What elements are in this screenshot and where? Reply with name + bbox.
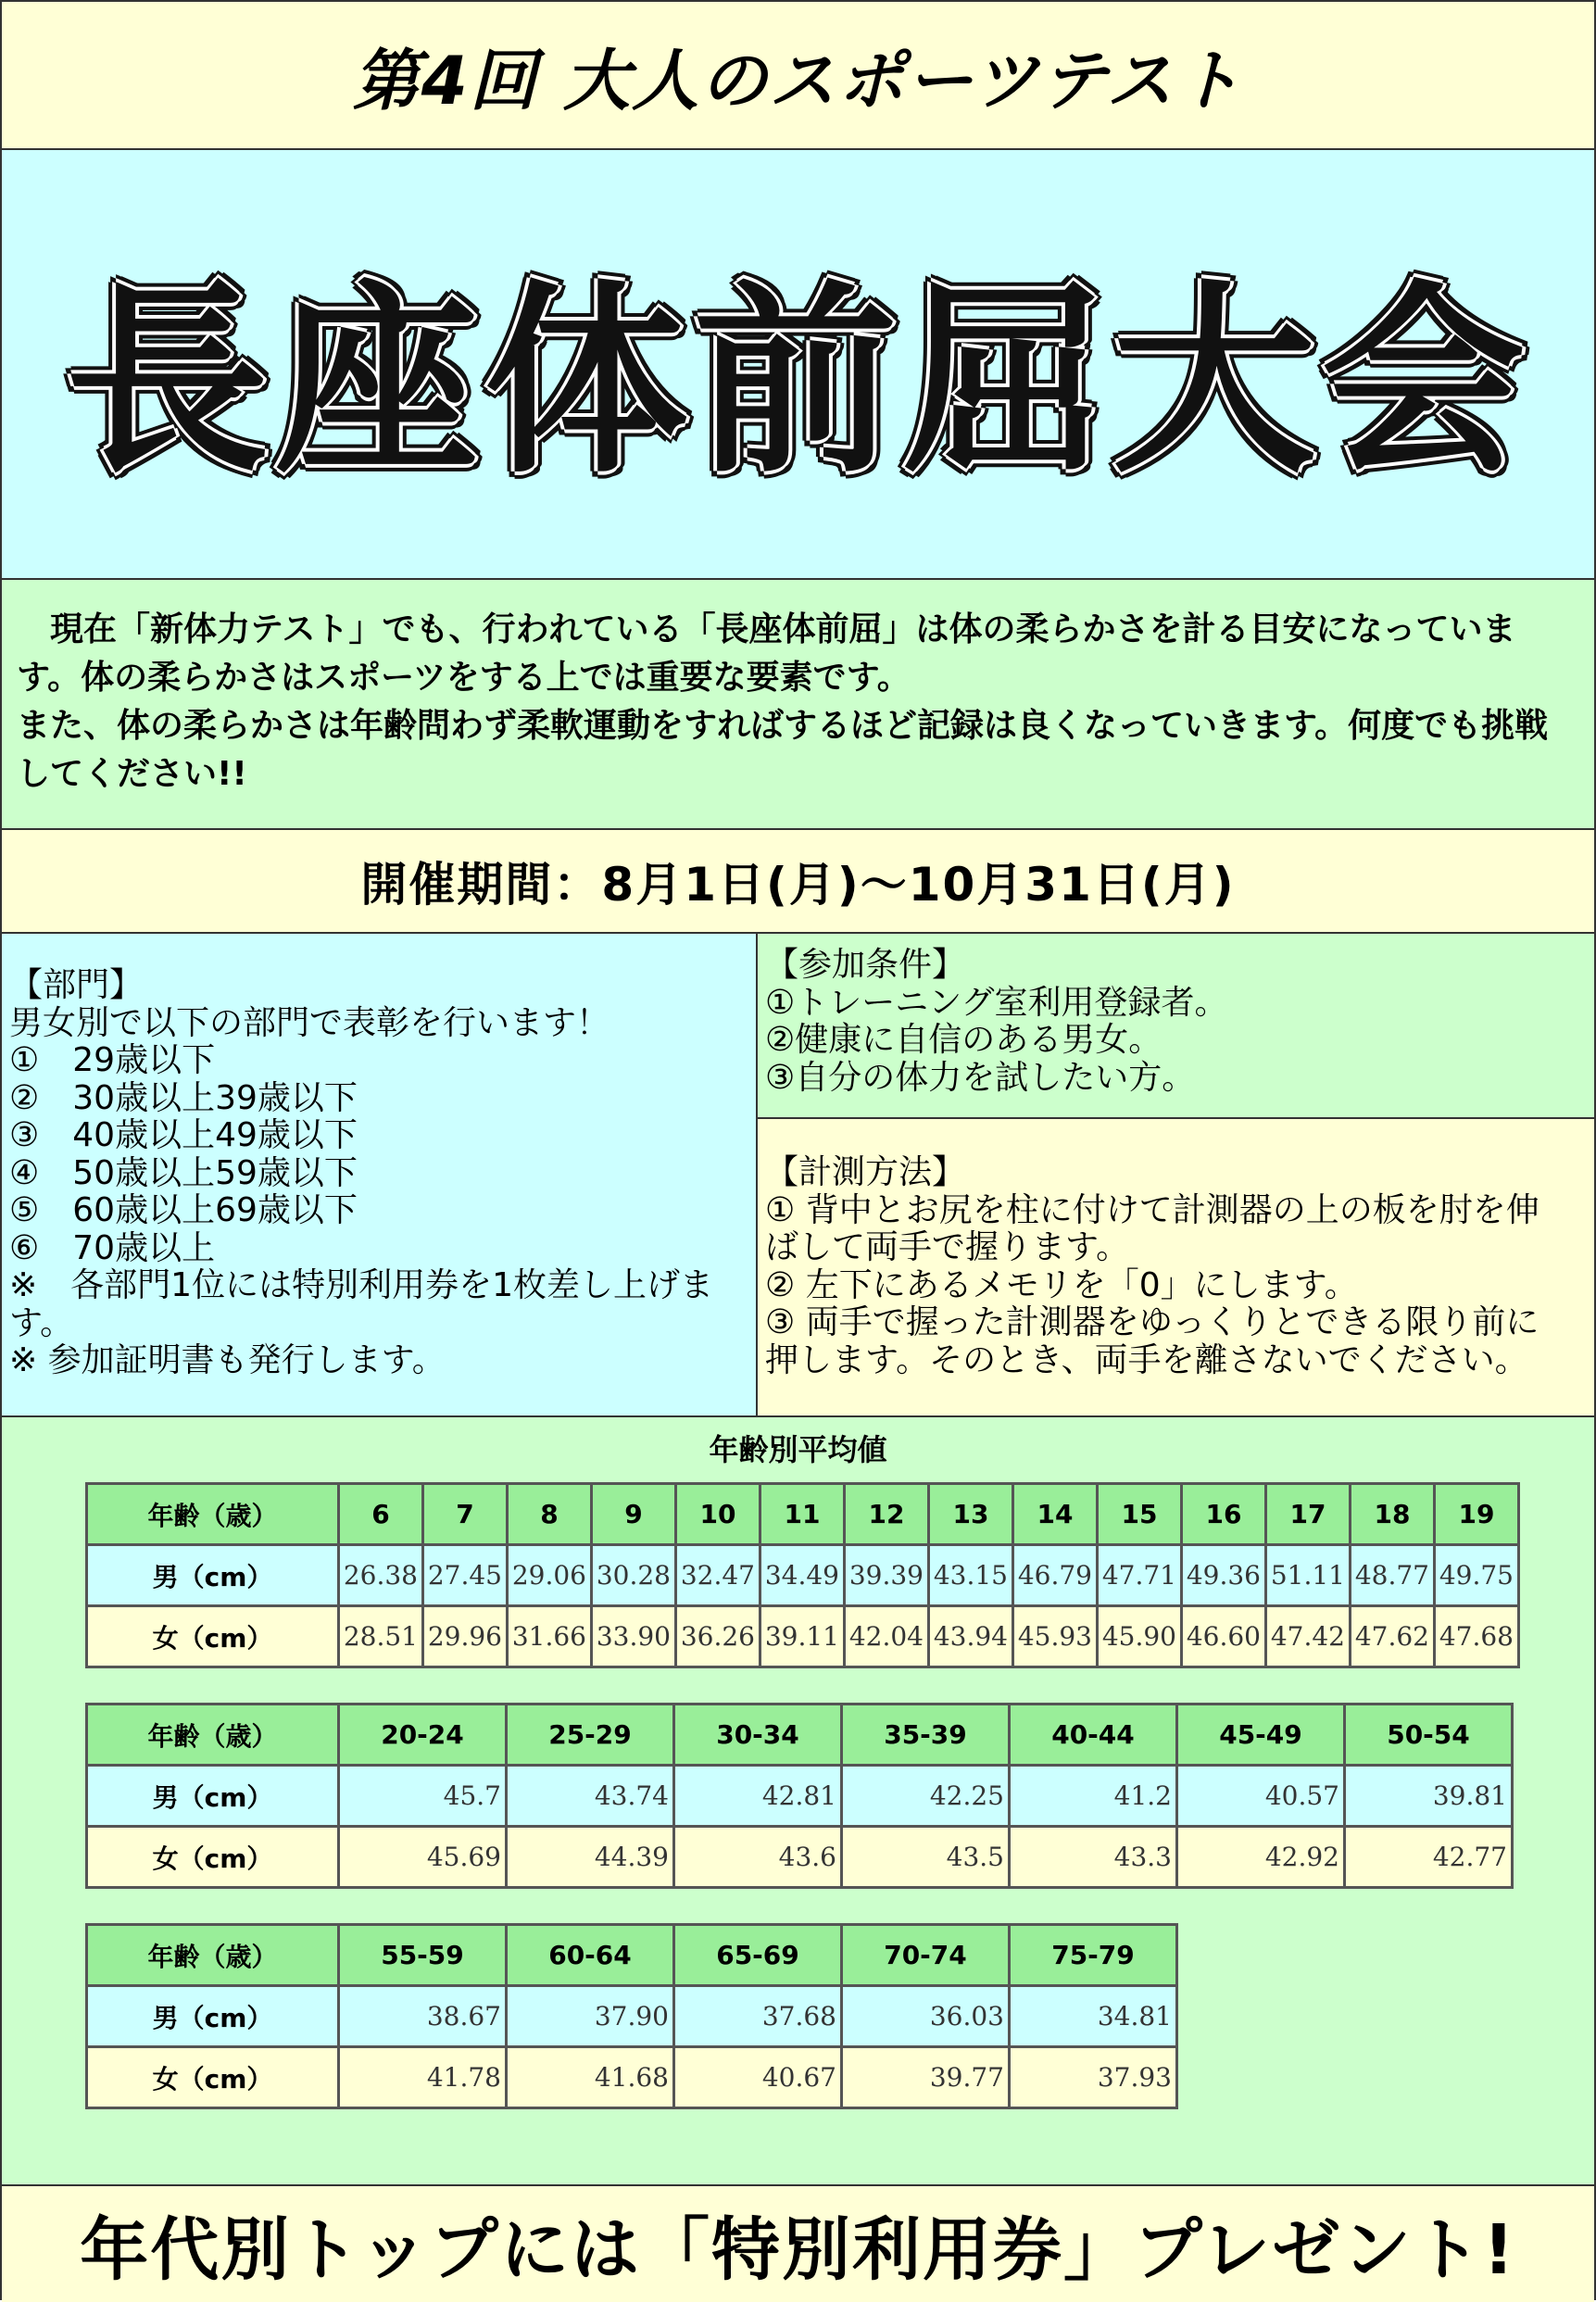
female-value-cell: 29.96 [423, 1606, 508, 1667]
table-row-age [87, 1704, 1513, 1766]
averages-section [2, 1417, 1594, 2186]
age-header-cell: 10 [676, 1484, 760, 1545]
averages-title: 年齢別平均値 [709, 1432, 887, 1467]
table-row-female [87, 2047, 1177, 2108]
age-header-cell: 45-49 [1177, 1704, 1345, 1766]
age-header-cell: 19 [1435, 1484, 1519, 1545]
male-value-cell: 49.75 [1435, 1545, 1519, 1606]
event-period: 開催期間：8月1日(月)〜10月31日(月) [360, 858, 1236, 912]
division-item: ⑤ 60歳以上69歳以下 [9, 1191, 358, 1229]
age-header-cell: 8 [508, 1484, 592, 1545]
male-value-cell: 43.15 [929, 1545, 1013, 1606]
age-header-cell: 7 [423, 1484, 508, 1545]
male-value-cell: 39.81 [1345, 1766, 1513, 1827]
female-row-label: 女（cm） [87, 1827, 339, 1888]
intro-paragraph-2: また、体の柔らかさは年齢問わず柔軟運動をすればするほど記録は良くなっていきます。何度でも挑戦してください!! [17, 707, 1549, 793]
info-section [2, 934, 1594, 1417]
male-row-label: 男（cm） [87, 1986, 339, 2047]
prize-note: ※ 各部門1位には特別利用券を1枚差し上げま [9, 1266, 713, 1304]
female-value-cell: 42.92 [1177, 1827, 1345, 1888]
male-value-cell: 34.81 [1010, 1986, 1177, 2047]
male-value-cell: 49.36 [1182, 1545, 1266, 1606]
age-row-label: 年齢（歳） [87, 1704, 339, 1766]
age-row-label: 年齢（歳） [87, 1484, 339, 1545]
condition-item: ③自分の体力を試したい方。 [765, 1058, 1196, 1097]
age-header-cell: 40-44 [1010, 1704, 1177, 1766]
female-value-cell: 39.77 [842, 2047, 1010, 2108]
divisions-heading: 【部門】 [9, 966, 144, 1004]
age-header-cell: 17 [1266, 1484, 1351, 1545]
male-value-cell: 48.77 [1351, 1545, 1435, 1606]
male-value-cell: 26.38 [339, 1545, 423, 1606]
male-row-label: 男（cm） [87, 1545, 339, 1606]
female-value-cell: 33.90 [592, 1606, 676, 1667]
header-banner [2, 2, 1594, 150]
division-item: ④ 50歳以上59歳以下 [9, 1153, 358, 1192]
intro-section [2, 580, 1594, 830]
table-row-age [87, 1484, 1519, 1545]
female-value-cell: 39.11 [760, 1606, 845, 1667]
female-value-cell: 40.67 [674, 2047, 842, 2108]
female-row-label: 女（cm） [87, 1606, 339, 1667]
male-value-cell: 27.45 [423, 1545, 508, 1606]
female-value-cell: 41.78 [339, 2047, 507, 2108]
average-table-youth [85, 1482, 1520, 1668]
certificate-note: ※ 参加証明書も発行します。 [9, 1341, 446, 1379]
female-value-cell: 37.93 [1010, 2047, 1177, 2108]
female-value-cell: 41.68 [507, 2047, 674, 2108]
average-table-senior [85, 1923, 1178, 2109]
female-value-cell: 47.62 [1351, 1606, 1435, 1667]
divisions-intro: 男女別で以下の部門で表彰を行います！ [9, 1003, 610, 1042]
table-row-female [87, 1827, 1513, 1888]
table-row-female [87, 1606, 1519, 1667]
female-value-cell: 28.51 [339, 1606, 423, 1667]
male-value-cell: 29.06 [508, 1545, 592, 1606]
male-value-cell: 34.49 [760, 1545, 845, 1606]
method-line: ばして両手で握ります。 [765, 1228, 1130, 1266]
method-line: ③ 両手で握った計測器をゆっくりとできる限り前に [765, 1303, 1539, 1341]
age-header-cell: 70-74 [842, 1925, 1010, 1986]
intro-paragraph-1: 現在「新体力テスト」でも、行われている「長座体前屈」は体の柔らかさを計る目安になっています。体の柔らかさはスポーツをする上では重要な要素です。 [17, 610, 1516, 697]
footer-banner [2, 2186, 1594, 2302]
division-item: ① 29歳以下 [9, 1041, 216, 1079]
table-row-male [87, 1986, 1177, 2047]
division-item: ③ 40歳以上49歳以下 [9, 1116, 358, 1154]
method-heading: 【計測方法】 [765, 1153, 966, 1191]
method-line: ② 左下にあるメモリを「0」にします。 [765, 1265, 1358, 1304]
age-header-cell: 20-24 [339, 1704, 507, 1766]
age-header-cell: 6 [339, 1484, 423, 1545]
age-header-cell: 12 [845, 1484, 929, 1545]
age-header-cell: 16 [1182, 1484, 1266, 1545]
age-header-cell: 13 [929, 1484, 1013, 1545]
female-value-cell: 36.26 [676, 1606, 760, 1667]
division-item: ⑥ 70歳以上 [9, 1228, 216, 1267]
male-value-cell: 43.74 [507, 1766, 674, 1827]
male-value-cell: 51.11 [1266, 1545, 1351, 1606]
male-value-cell: 45.7 [339, 1766, 507, 1827]
male-value-cell: 30.28 [592, 1545, 676, 1606]
age-header-cell: 75-79 [1010, 1925, 1177, 1986]
age-header-cell: 15 [1098, 1484, 1182, 1545]
prize-announcement: 年代別トップには「特別利用券」プレゼント! [80, 2209, 1516, 2290]
age-header-cell: 55-59 [339, 1925, 507, 1986]
male-value-cell: 37.90 [507, 1986, 674, 2047]
right-column [758, 934, 1594, 1415]
female-value-cell: 42.77 [1345, 1827, 1513, 1888]
male-value-cell: 38.67 [339, 1986, 507, 2047]
divisions-panel [2, 934, 758, 1415]
age-header-cell: 14 [1013, 1484, 1098, 1545]
female-value-cell: 45.69 [339, 1827, 507, 1888]
average-table-adult [85, 1703, 1514, 1889]
age-header-cell: 35-39 [842, 1704, 1010, 1766]
method-line: ① 背中とお尻を柱に付けて計測器の上の板を肘を伸 [765, 1190, 1539, 1229]
female-value-cell: 43.5 [842, 1827, 1010, 1888]
female-value-cell: 47.42 [1266, 1606, 1351, 1667]
male-value-cell: 40.57 [1177, 1766, 1345, 1827]
age-header-cell: 25-29 [507, 1704, 674, 1766]
female-value-cell: 45.90 [1098, 1606, 1182, 1667]
male-value-cell: 36.03 [842, 1986, 1010, 2047]
condition-item: ①トレーニング室利用登録者。 [765, 983, 1228, 1022]
female-value-cell: 43.6 [674, 1827, 842, 1888]
age-header-cell: 30-34 [674, 1704, 842, 1766]
prize-note-cont: す。 [9, 1303, 74, 1342]
table-row-age [87, 1925, 1177, 1986]
age-header-cell: 50-54 [1345, 1704, 1513, 1766]
age-header-cell: 18 [1351, 1484, 1435, 1545]
male-value-cell: 46.79 [1013, 1545, 1098, 1606]
male-value-cell: 42.25 [842, 1766, 1010, 1827]
female-value-cell: 47.68 [1435, 1606, 1519, 1667]
event-series-title: 第4回 大人のスポーツテスト [352, 42, 1244, 120]
main-title: 長座体前屈大会 [65, 263, 1531, 500]
method-line: 押します。そのとき、両手を離さないでください。 [765, 1340, 1528, 1379]
male-value-cell: 39.39 [845, 1545, 929, 1606]
age-header-cell: 11 [760, 1484, 845, 1545]
condition-item: ②健康に自信のある男女。 [765, 1021, 1162, 1059]
female-row-label: 女（cm） [87, 2047, 339, 2108]
age-header-cell: 60-64 [507, 1925, 674, 1986]
male-value-cell: 32.47 [676, 1545, 760, 1606]
male-value-cell: 47.71 [1098, 1545, 1182, 1606]
male-value-cell: 41.2 [1010, 1766, 1177, 1827]
conditions-panel [758, 934, 1594, 1119]
female-value-cell: 44.39 [507, 1827, 674, 1888]
period-banner [2, 830, 1594, 934]
female-value-cell: 31.66 [508, 1606, 592, 1667]
table-row-male [87, 1545, 1519, 1606]
male-value-cell: 37.68 [674, 1986, 842, 2047]
conditions-heading: 【参加条件】 [765, 946, 966, 984]
male-value-cell: 42.81 [674, 1766, 842, 1827]
female-value-cell: 42.04 [845, 1606, 929, 1667]
table-row-male [87, 1766, 1513, 1827]
age-row-label: 年齢（歳） [87, 1925, 339, 1986]
division-item: ② 30歳以上39歳以下 [9, 1078, 358, 1117]
hero-banner [2, 150, 1594, 580]
female-value-cell: 45.93 [1013, 1606, 1098, 1667]
male-row-label: 男（cm） [87, 1766, 339, 1827]
female-value-cell: 43.3 [1010, 1827, 1177, 1888]
female-value-cell: 43.94 [929, 1606, 1013, 1667]
female-value-cell: 46.60 [1182, 1606, 1266, 1667]
age-header-cell: 9 [592, 1484, 676, 1545]
method-panel [758, 1119, 1594, 1415]
age-header-cell: 65-69 [674, 1925, 842, 1986]
